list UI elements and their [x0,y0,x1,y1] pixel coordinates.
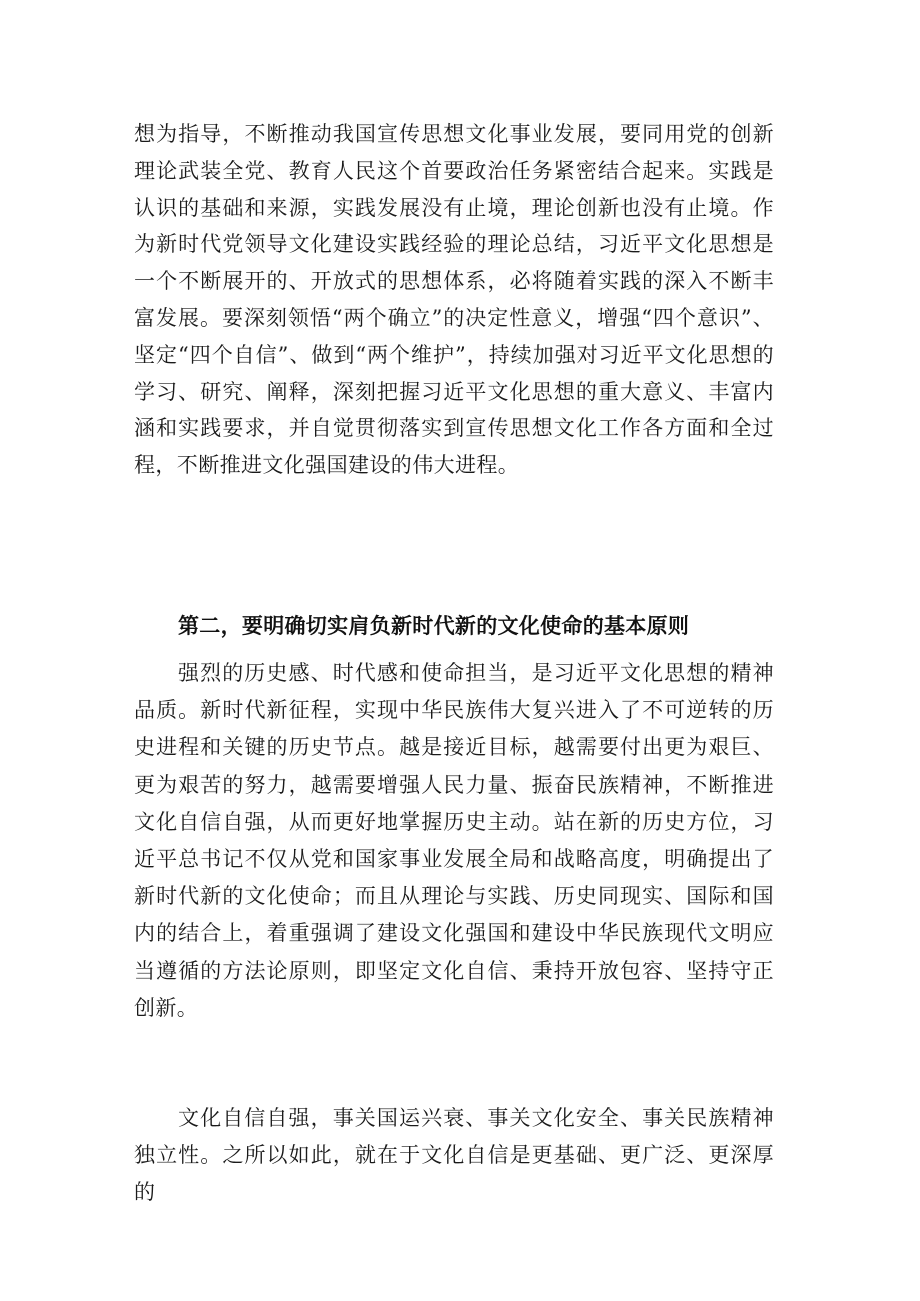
paragraph-2: 强烈的历史感、时代感和使命担当，是习近平文化思想的精神品质。新时代新征程，实现中华民族伟大复兴进入了不可逆转的历史进程和关键的历史节点。越是接近目标，越需要付出更为艰巨、更为艰苦的努力，越需要增强人民力量、振奋民族精神，不断推进文化自信自强，从而更好地掌握历史主动。站在新的历史方位，习近平总书记不仅从党和国家事业发展全局和战略高度，明确提出了新时代新的文化使命；而且从理论与实践、历史同现实、国际和国内的结合上，着重强调了建设文化强国和建设中华民族现代文明应当遵循的方法论原则，即坚定文化自信、秉持开放包容、坚持守正创新。 [134,661,774,1020]
section-heading: 第二，要明确切实肩负新时代新的文化使命的基本原则 [178,614,690,638]
paragraph-3: 文化自信自强，事关国运兴衰、事关文化安全、事关民族精神独立性。之所以如此，就在于文化自信是更基础、更广泛、更深厚的 [134,1106,774,1205]
paragraph-continued: 想为指导，不断推动我国宣传思想文化事业发展，要同用党的创新理论武装全党、教育人民这个首要政治任务紧密结合起来。实践是认识的基础和来源，实践发展没有止境，理论创新也没有止境。作为新时代党领导文化建设实践经验的理论总结，习近平文化思想是一个不断展开的、开放式的思想体系，必将随着实践的深入不断丰富发展。要深刻领悟“两个确立”的决定性意义，增强“四个意识”、坚定“四个自信”、做到“两个维护”，持续加强对习近平文化思想的学习、研究、阐释，深刻把握习近平文化思想的重大意义、丰富内涵和实践要求，并自觉贯彻落实到宣传思想文化工作各方面和全过程，不断推进文化强国建设的伟大进程。 [134,122,774,478]
